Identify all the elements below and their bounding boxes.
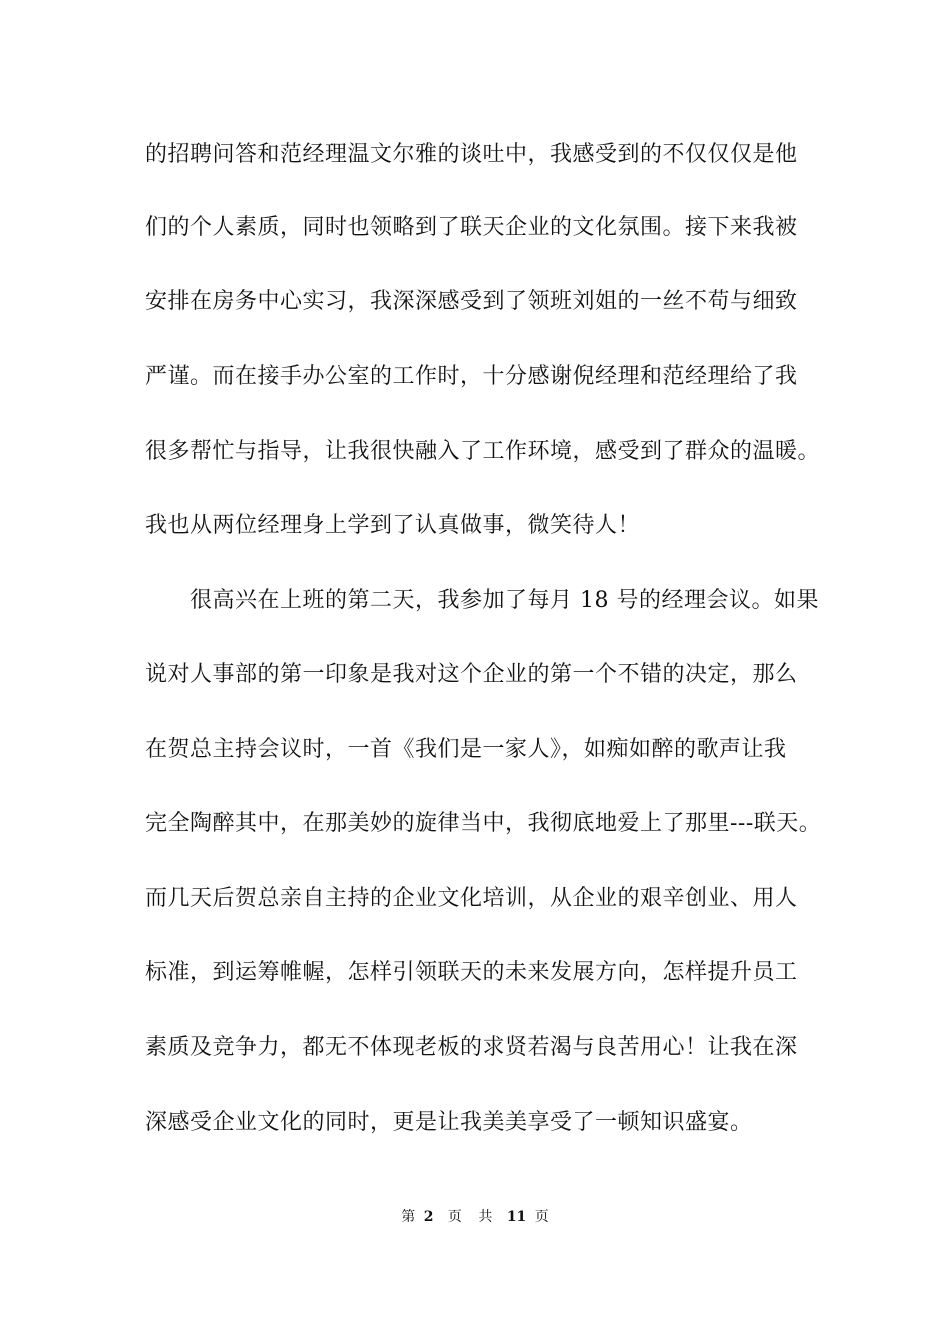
- paragraph-1-line-1: 的招聘问答和范经理温文尔雅的谈吐中，我感受到的不仅仅仅是他: [145, 142, 798, 167]
- paragraph-1-line-3: 安排在房务中心实习，我深深感受到了领班刘姐的一丝不苟与细致: [145, 289, 798, 314]
- paragraph-2-line-2: 说对人事部的第一印象是我对这个企业的第一个不错的决定，那么: [145, 662, 798, 687]
- page-footer: [0, 1207, 950, 1227]
- paragraph-2-line-4: 完全陶醉其中，在那美妙的旋律当中，我彻底地爱上了那里---联天。: [145, 811, 822, 836]
- footer-page-word: 页: [447, 1209, 462, 1225]
- paragraph-1-line-5: 很多帮忙与指导，让我很快融入了工作环境，感受到了群众的温暖。: [145, 439, 821, 464]
- footer-total-word: 共: [478, 1209, 493, 1225]
- paragraph-1-line-2: 们的个人素质，同时也领略到了联天企业的文化氛围。接下来我被: [145, 215, 798, 240]
- paragraph-1-line-4: 严谨。而在接手办公室的工作时，十分感谢倪经理和范经理给了我: [145, 364, 798, 389]
- paragraph-2-line-8: 深感受企业文化的同时，更是让我美美享受了一顿知识盛宴。: [145, 1110, 753, 1135]
- footer-prefix: 第: [401, 1209, 416, 1225]
- paragraph-1-line-6: 我也从两位经理身上学到了认真做事，微笑待人！: [145, 513, 641, 538]
- paragraph-2-line-3: 在贺总主持会议时，一首《我们是一家人》，如痴如醉的歌声让我: [145, 737, 787, 762]
- footer-total-pages: 11: [506, 1209, 527, 1225]
- footer-page-number: 2: [423, 1209, 434, 1225]
- paragraph-2-line-6: 标准，到运筹帷幄，怎样引领联天的未来发展方向，怎样提升员工: [145, 960, 798, 985]
- footer-suffix: 页: [534, 1209, 549, 1225]
- paragraph-2-line-1: 很高兴在上班的第二天，我参加了每月 18 号的经理会议。如果: [190, 588, 819, 613]
- paragraph-2-line-5: 而几天后贺总亲自主持的企业文化培训，从企业的艰辛创业、用人: [145, 886, 798, 911]
- paragraph-2-line-7: 素质及竞争力，都无不体现老板的求贤若渴与良苦用心！让我在深: [145, 1035, 798, 1060]
